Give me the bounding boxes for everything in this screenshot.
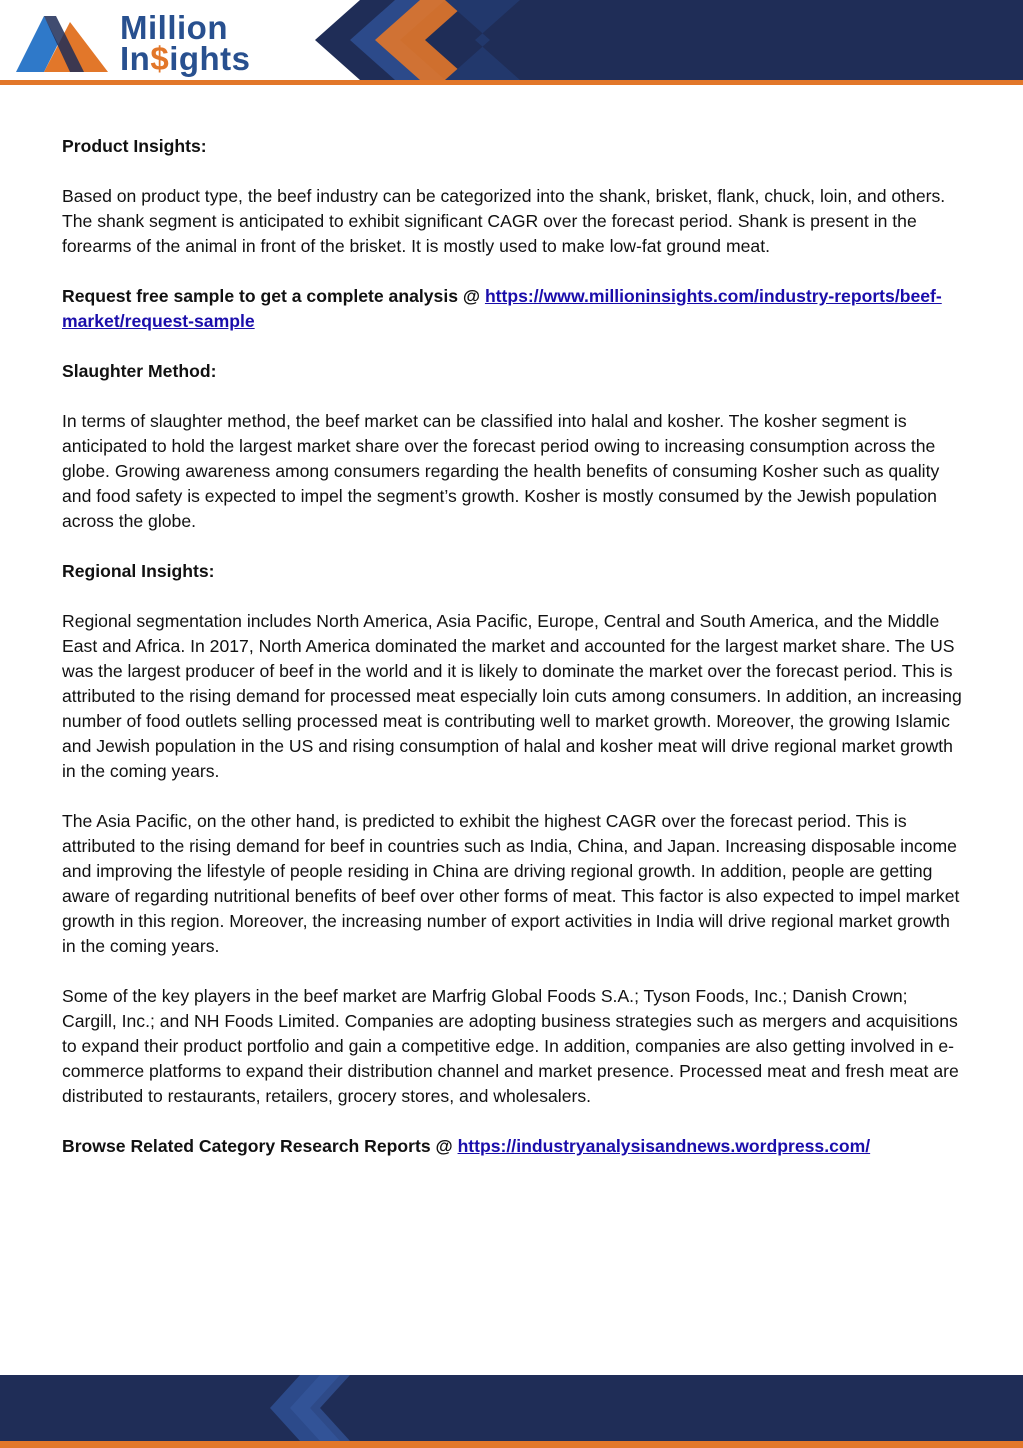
company-logo (14, 8, 251, 78)
logo-line-2: In$ights (120, 40, 251, 77)
footer-banner (0, 1375, 1023, 1448)
request-sample-line (62, 284, 967, 334)
regional-insights-heading: Regional Insights: (62, 561, 215, 581)
slaughter-method-paragraph: In terms of slaughter method, the beef market can be classified into halal and kosher. The kosher segment is anticipated to hold the largest market share over the forecast period owing to increasing consumption across the globe. Growing awareness among consumers regarding the health benefits of consuming Kosher such as quality and food safety is expected to impel the segment’s growth. Kosher is mostly consumed by the Jewish population across the globe. (62, 411, 940, 531)
header-banner (0, 0, 1023, 85)
footer-graphic (0, 1375, 1023, 1448)
key-players-paragraph: Some of the key players in the beef market are Marfrig Global Foods S.A.; Tyson Foods, Inc.; Danish Crown; Cargill, Inc.; and NH Foods Limited. Companies are adopting business strategies such as mergers and acquisitions to expand their product portfolio and gain a competitive edge. In addition, companies are also getting involved in e-commerce platforms to expand their distribution channel and market presence. Processed meat and fresh meat are distributed to restaurants, retailers, grocery stores, and wholesalers. (62, 986, 959, 1106)
browse-reports-line (62, 1134, 967, 1159)
product-insights-heading: Product Insights: (62, 136, 207, 156)
logo-wordmark (120, 9, 251, 77)
document-body (62, 134, 967, 1159)
request-sample-link[interactable]: https://www.millioninsights.com/industry-reports/beef-market/request-sample (62, 286, 942, 331)
logo-mountain-icon (14, 8, 110, 78)
product-insights-paragraph: Based on product type, the beef industry can be categorized into the shank, brisket, flank, chuck, loin, and others. The shank segment is anticipated to exhibit significant CAGR over the forecast period. Shank is present in the forearms of the animal in front of the brisket. It is mostly used to make low-fat ground meat. (62, 186, 946, 256)
regional-insights-paragraph-2: The Asia Pacific, on the other hand, is predicted to exhibit the highest CAGR over the forecast period. This is attributed to the rising demand for beef in countries such as India, China, and Japan. Increasing disposable income and improving the lifestyle of people residing in China are driving regional growth. In addition, people are getting aware of regarding nutritional benefits of beef over other forms of meat. This factor is also expected to impel market growth in this region. Moreover, the increasing number of export activities in India will drive regional market growth in the coming years. (62, 811, 960, 956)
slaughter-method-heading: Slaughter Method: (62, 361, 217, 381)
logo-line-1: Million (120, 9, 228, 46)
request-sample-label: Request free sample to get a complete analysis @ (62, 286, 485, 306)
regional-insights-paragraph-1: Regional segmentation includes North America, Asia Pacific, Europe, Central and South America, and the Middle East and Africa. In 2017, North America dominated the market and accounted for the largest market share. The US was the largest producer of beef in the world and it is likely to dominate the market over the forecast period. This is attributed to the rising demand for processed meat especially loin cuts among consumers. In addition, an increasing number of food outlets selling processed meat is contributing well to market growth. Moreover, the growing Islamic and Jewish population in the US and rising consumption of halal and kosher meat will drive regional market growth in the coming years. (62, 611, 962, 781)
browse-reports-label: Browse Related Category Research Reports @ (62, 1136, 458, 1156)
browse-reports-link[interactable]: https://industryanalysisandnews.wordpress.com/ (457, 1136, 871, 1156)
